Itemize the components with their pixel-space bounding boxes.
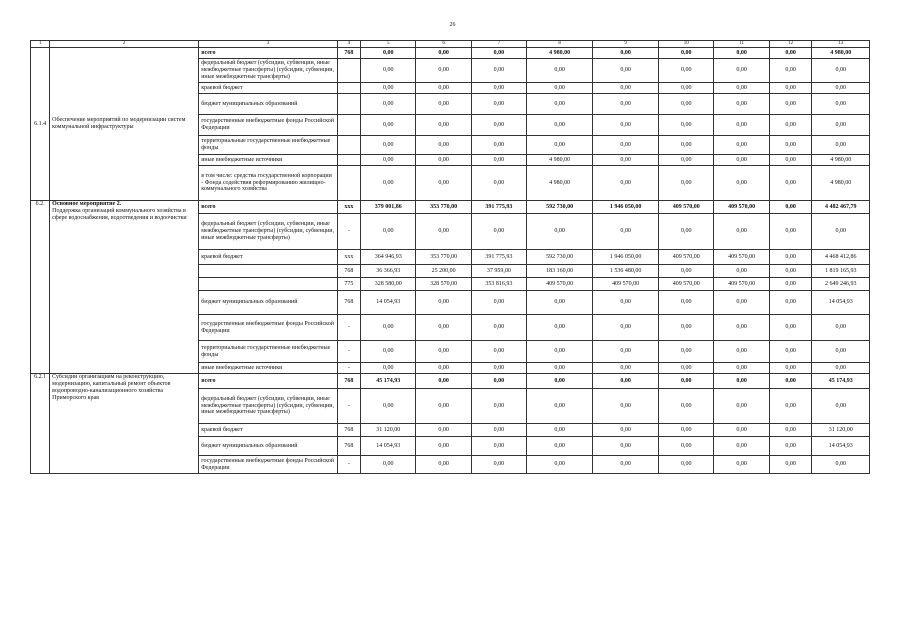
year-value: 0,00 — [714, 48, 769, 59]
year-value: 0,00 — [361, 456, 416, 474]
total-value: 0,00 — [812, 341, 870, 363]
year-value: 0,00 — [361, 115, 416, 136]
budget-code: 768 — [337, 437, 360, 456]
year-value: 0,00 — [416, 341, 471, 363]
year-value: 0,00 — [361, 315, 416, 341]
year-value: 0,00 — [361, 59, 416, 83]
year-value: 0,00 — [471, 59, 526, 83]
year-value: 0,00 — [471, 166, 526, 201]
year-value: 0,00 — [471, 341, 526, 363]
budget-code — [337, 155, 360, 166]
year-value: 0,00 — [659, 424, 714, 437]
year-value: 0,00 — [416, 437, 471, 456]
col-header: 4 — [337, 41, 360, 48]
year-value: 0,00 — [659, 59, 714, 83]
col-header: 1 — [31, 41, 50, 48]
year-value: 0,00 — [471, 389, 526, 424]
budget-code — [337, 59, 360, 83]
funding-source: бюджет муниципальных образований — [199, 94, 337, 115]
total-value: 31 120,00 — [812, 424, 870, 437]
year-value: 0,00 — [659, 437, 714, 456]
year-value: 0,00 — [714, 291, 769, 315]
year-value: 0,00 — [361, 94, 416, 115]
funding-source: иные внебюджетные источники — [199, 155, 337, 166]
year-value: 31 120,00 — [361, 424, 416, 437]
year-value: 0,00 — [527, 94, 593, 115]
year-value: 0,00 — [659, 456, 714, 474]
budget-code — [337, 136, 360, 155]
year-value: 409 570,00 — [714, 250, 769, 265]
year-value: 0,00 — [593, 456, 659, 474]
measure-number: 6.2. — [31, 201, 50, 374]
year-value: 1 946 050,00 — [593, 201, 659, 214]
year-value: 0,00 — [769, 214, 812, 250]
year-value: 0,00 — [593, 341, 659, 363]
year-value: 379 001,86 — [361, 201, 416, 214]
year-value: 0,00 — [714, 374, 769, 389]
funding-source: всего — [199, 201, 337, 214]
year-value: 0,00 — [527, 291, 593, 315]
year-value: 0,00 — [361, 155, 416, 166]
total-value: 14 054,93 — [812, 291, 870, 315]
year-value: 409 570,00 — [714, 278, 769, 291]
year-value: 0,00 — [714, 363, 769, 374]
total-value: 14 054,93 — [812, 437, 870, 456]
funding-source: бюджет муниципальных образований — [199, 437, 337, 456]
year-value: 0,00 — [593, 291, 659, 315]
col-header: 10 — [659, 41, 714, 48]
year-value: 0,00 — [361, 363, 416, 374]
year-value: 0,00 — [659, 341, 714, 363]
year-value: 0,00 — [416, 59, 471, 83]
budget-code: - — [337, 341, 360, 363]
year-value: 409 570,00 — [659, 201, 714, 214]
year-value: 0,00 — [659, 291, 714, 315]
year-value: 0,00 — [714, 115, 769, 136]
year-value: 0,00 — [593, 437, 659, 456]
funding-source: иные внебюджетные источники — [199, 363, 337, 374]
budget-code: 768 — [337, 265, 360, 278]
year-value: 0,00 — [416, 136, 471, 155]
year-value: 0,00 — [714, 59, 769, 83]
table-row — [31, 374, 870, 389]
funding-source: федеральный бюджет (субсидии, субвенции, иные межбюджетные трансферты) (субсидии, субвенции, иные межбюджетные трансферты) — [199, 59, 337, 83]
year-value: 4 980,00 — [527, 155, 593, 166]
year-value: 0,00 — [769, 437, 812, 456]
year-value: 0,00 — [416, 166, 471, 201]
total-value: 0,00 — [812, 315, 870, 341]
year-value: 0,00 — [471, 94, 526, 115]
year-value: 0,00 — [416, 83, 471, 94]
year-value: 0,00 — [471, 83, 526, 94]
funding-source: федеральный бюджет (субсидии, субвенции, иные межбюджетные трансферты) (субсидии, субвенции, иные межбюджетные трансферты) — [199, 214, 337, 250]
funding-source: государственные внебюджетные фонды Российской Федерации — [199, 115, 337, 136]
year-value: 0,00 — [527, 115, 593, 136]
year-value: 0,00 — [416, 115, 471, 136]
year-value: 0,00 — [361, 214, 416, 250]
year-value: 364 946,93 — [361, 250, 416, 265]
year-value: 0,00 — [659, 155, 714, 166]
year-value: 0,00 — [361, 341, 416, 363]
year-value: 0,00 — [659, 94, 714, 115]
year-value: 0,00 — [593, 155, 659, 166]
year-value: 1 946 050,00 — [593, 250, 659, 265]
year-value: 0,00 — [527, 315, 593, 341]
year-value: 0,00 — [769, 278, 812, 291]
year-value: 0,00 — [471, 363, 526, 374]
col-header: 3 — [199, 41, 337, 48]
funding-source: в том числе: средства государственной корпорации - Фонда содействия реформированию жилищно-коммунального хозяйства — [199, 166, 337, 201]
year-value: 0,00 — [714, 341, 769, 363]
measure-description — [50, 201, 199, 374]
year-value: 353 816,93 — [471, 278, 526, 291]
total-value: 2 649 246,93 — [812, 278, 870, 291]
budget-code: 768 — [337, 374, 360, 389]
col-header: 2 — [50, 41, 199, 48]
funding-source: федеральный бюджет (субсидии, субвенции, иные межбюджетные трансферты) (субсидии, субвенции, иные межбюджетные трансферты) — [199, 389, 337, 424]
column-number-row — [31, 41, 870, 48]
year-value: 0,00 — [593, 48, 659, 59]
year-value: 0,00 — [593, 83, 659, 94]
year-value: 0,00 — [769, 424, 812, 437]
year-value: 0,00 — [714, 155, 769, 166]
year-value: 0,00 — [714, 437, 769, 456]
funding-source: всего — [199, 48, 337, 59]
year-value: 0,00 — [471, 155, 526, 166]
year-value: 0,00 — [593, 315, 659, 341]
year-value: 37 959,00 — [471, 265, 526, 278]
year-value: 328 580,00 — [361, 278, 416, 291]
total-value: 0,00 — [812, 389, 870, 424]
year-value: 0,00 — [769, 374, 812, 389]
year-value: 0,00 — [659, 166, 714, 201]
year-value: 0,00 — [471, 115, 526, 136]
year-value: 0,00 — [527, 363, 593, 374]
year-value: 0,00 — [527, 389, 593, 424]
year-value: 0,00 — [659, 363, 714, 374]
year-value: 0,00 — [593, 424, 659, 437]
year-value: 0,00 — [416, 363, 471, 374]
year-value: 0,00 — [593, 136, 659, 155]
year-value: 0,00 — [527, 374, 593, 389]
total-value: 0,00 — [812, 59, 870, 83]
budget-code: 768 — [337, 48, 360, 59]
col-header: 13 — [812, 41, 870, 48]
year-value: 0,00 — [769, 59, 812, 83]
year-value: 409 570,00 — [714, 201, 769, 214]
total-value: 4 482 467,79 — [812, 201, 870, 214]
total-value: 0,00 — [812, 456, 870, 474]
year-value: 0,00 — [361, 166, 416, 201]
col-header: 12 — [769, 41, 812, 48]
col-header: 5 — [361, 41, 416, 48]
table-row — [31, 201, 870, 214]
col-header: 11 — [714, 41, 769, 48]
year-value: 391 775,93 — [471, 250, 526, 265]
year-value: 0,00 — [769, 456, 812, 474]
funding-source: территориальные государственные внебюджетные фонды — [199, 341, 337, 363]
total-value: 4 980,00 — [812, 48, 870, 59]
budget-code: xxx — [337, 201, 360, 214]
budget-code: - — [337, 389, 360, 424]
year-value: 0,00 — [769, 94, 812, 115]
funding-source: краевой бюджет — [199, 250, 337, 265]
measure-title: Основное мероприятие 2. — [52, 201, 122, 207]
year-value: 0,00 — [769, 250, 812, 265]
year-value: 328 570,00 — [416, 278, 471, 291]
total-value: 0,00 — [812, 115, 870, 136]
year-value: 0,00 — [769, 363, 812, 374]
year-value: 0,00 — [361, 48, 416, 59]
year-value: 0,00 — [769, 341, 812, 363]
year-value: 0,00 — [659, 48, 714, 59]
year-value: 409 570,00 — [593, 278, 659, 291]
year-value: 0,00 — [593, 363, 659, 374]
year-value: 1 536 480,00 — [593, 265, 659, 278]
total-value: 4 980,00 — [812, 166, 870, 201]
year-value: 0,00 — [769, 265, 812, 278]
year-value: 0,00 — [769, 83, 812, 94]
year-value: 0,00 — [416, 48, 471, 59]
year-value: 0,00 — [593, 374, 659, 389]
year-value: 0,00 — [471, 374, 526, 389]
year-value: 0,00 — [416, 94, 471, 115]
year-value: 0,00 — [471, 48, 526, 59]
year-value: 0,00 — [593, 94, 659, 115]
budget-code — [337, 83, 360, 94]
year-value: 0,00 — [527, 456, 593, 474]
year-value: 592 730,00 — [527, 250, 593, 265]
year-value: 0,00 — [471, 437, 526, 456]
year-value: 0,00 — [416, 389, 471, 424]
budget-code — [337, 115, 360, 136]
year-value: 4 980,00 — [527, 48, 593, 59]
year-value: 0,00 — [659, 214, 714, 250]
year-value: 0,00 — [769, 389, 812, 424]
year-value: 0,00 — [659, 115, 714, 136]
total-value: 0,00 — [812, 136, 870, 155]
year-value: 0,00 — [714, 214, 769, 250]
funding-source — [199, 265, 337, 278]
year-value: 4 980,00 — [527, 166, 593, 201]
year-value: 0,00 — [714, 94, 769, 115]
year-value: 0,00 — [593, 389, 659, 424]
year-value: 0,00 — [471, 291, 526, 315]
budget-code: 768 — [337, 424, 360, 437]
total-value: 4 980,00 — [812, 155, 870, 166]
year-value: 0,00 — [527, 424, 593, 437]
year-value: 0,00 — [361, 83, 416, 94]
budget-code: 775 — [337, 278, 360, 291]
year-value: 0,00 — [471, 315, 526, 341]
measure-text: Обеспечение мероприятий по модернизации систем коммунальной инфраструктуры — [52, 117, 186, 130]
year-value: 0,00 — [714, 389, 769, 424]
year-value: 0,00 — [769, 115, 812, 136]
year-value: 0,00 — [416, 456, 471, 474]
total-value: 45 174,93 — [812, 374, 870, 389]
budget-code: 768 — [337, 291, 360, 315]
measure-description — [50, 48, 199, 201]
measure-text: Поддержка организаций коммунального хозяйства в сфере водоснабжения, водоотведения и водоочистки — [52, 207, 187, 221]
year-value: 0,00 — [416, 374, 471, 389]
year-value: 0,00 — [593, 214, 659, 250]
year-value: 0,00 — [659, 389, 714, 424]
year-value: 0,00 — [527, 83, 593, 94]
year-value: 0,00 — [659, 374, 714, 389]
year-value: 0,00 — [416, 315, 471, 341]
year-value: 0,00 — [416, 291, 471, 315]
year-value: 0,00 — [769, 155, 812, 166]
year-value: 0,00 — [769, 315, 812, 341]
year-value: 0,00 — [769, 166, 812, 201]
funding-source: краевой бюджет — [199, 424, 337, 437]
year-value: 0,00 — [659, 136, 714, 155]
year-value: 0,00 — [527, 341, 593, 363]
year-value: 409 570,00 — [527, 278, 593, 291]
year-value: 14 054,93 — [361, 437, 416, 456]
year-value: 0,00 — [714, 265, 769, 278]
year-value: 0,00 — [714, 166, 769, 201]
year-value: 0,00 — [361, 136, 416, 155]
budget-table — [30, 40, 870, 474]
year-value: 0,00 — [714, 83, 769, 94]
total-value: 4 468 412,86 — [812, 250, 870, 265]
col-header: 6 — [416, 41, 471, 48]
year-value: 0,00 — [769, 291, 812, 315]
funding-source: краевой бюджет — [199, 83, 337, 94]
measure-text: Субсидии организациям на реконструкцию, модернизацию, капитальный ремонт объектов водопроводно-канализационного хозяйства Приморского края — [52, 374, 171, 401]
budget-code: - — [337, 214, 360, 250]
year-value: 0,00 — [471, 424, 526, 437]
budget-code: - — [337, 315, 360, 341]
total-value: 0,00 — [812, 363, 870, 374]
col-header: 9 — [593, 41, 659, 48]
total-value: 0,00 — [812, 83, 870, 94]
year-value: 0,00 — [593, 166, 659, 201]
year-value: 0,00 — [527, 136, 593, 155]
year-value: 0,00 — [416, 155, 471, 166]
funding-source: территориальные государственные внебюджетные фонды — [199, 136, 337, 155]
year-value: 0,00 — [527, 214, 593, 250]
funding-source: всего — [199, 374, 337, 389]
funding-source: государственные внебюджетные фонды Российской Федерации — [199, 315, 337, 341]
year-value: 0,00 — [527, 437, 593, 456]
col-header: 8 — [527, 41, 593, 48]
measure-number: 6.1.4 — [31, 48, 50, 201]
year-value: 391 775,93 — [471, 201, 526, 214]
year-value: 0,00 — [361, 389, 416, 424]
year-value: 183 160,00 — [527, 265, 593, 278]
year-value: 0,00 — [416, 214, 471, 250]
year-value: 0,00 — [659, 83, 714, 94]
year-value: 0,00 — [769, 201, 812, 214]
budget-code — [337, 166, 360, 201]
year-value: 36 366,93 — [361, 265, 416, 278]
year-value: 0,00 — [527, 59, 593, 83]
year-value: 0,00 — [714, 136, 769, 155]
year-value: 0,00 — [593, 59, 659, 83]
table-row — [31, 48, 870, 59]
total-value: 0,00 — [812, 94, 870, 115]
year-value: 0,00 — [769, 48, 812, 59]
year-value: 0,00 — [593, 115, 659, 136]
year-value: 0,00 — [471, 456, 526, 474]
year-value: 0,00 — [471, 136, 526, 155]
budget-code — [337, 94, 360, 115]
measure-number: 6.2.1 — [31, 374, 50, 474]
page-number: 26 — [449, 22, 456, 28]
year-value: 0,00 — [471, 214, 526, 250]
year-value: 409 570,00 — [659, 278, 714, 291]
year-value: 592 730,00 — [527, 201, 593, 214]
year-value: 353 770,00 — [416, 250, 471, 265]
measure-description — [50, 374, 199, 474]
year-value: 14 054,93 — [361, 291, 416, 315]
year-value: 0,00 — [416, 424, 471, 437]
funding-source — [199, 278, 337, 291]
budget-code: - — [337, 363, 360, 374]
total-value: 0,00 — [812, 214, 870, 250]
year-value: 0,00 — [714, 315, 769, 341]
budget-code: xxx — [337, 250, 360, 265]
year-value: 45 174,93 — [361, 374, 416, 389]
year-value: 25 200,00 — [416, 265, 471, 278]
year-value: 0,00 — [659, 265, 714, 278]
col-header: 7 — [471, 41, 526, 48]
year-value: 0,00 — [714, 424, 769, 437]
funding-source: государственные внебюджетные фонды Российской Федерации — [199, 456, 337, 474]
year-value: 0,00 — [769, 136, 812, 155]
budget-code: - — [337, 456, 360, 474]
year-value: 0,00 — [659, 315, 714, 341]
year-value: 0,00 — [714, 456, 769, 474]
funding-source: бюджет муниципальных образований — [199, 291, 337, 315]
year-value: 353 770,00 — [416, 201, 471, 214]
year-value: 409 570,00 — [659, 250, 714, 265]
total-value: 1 819 165,93 — [812, 265, 870, 278]
